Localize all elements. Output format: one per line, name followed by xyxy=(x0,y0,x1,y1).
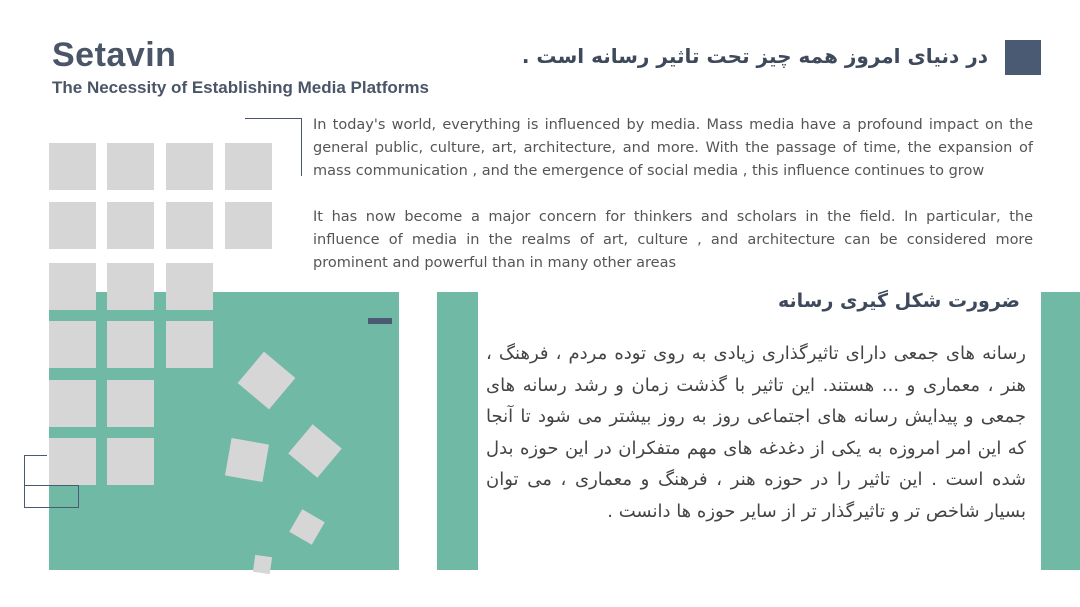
persian-section-body: رسانه های جمعی دارای تاثیرگذاری زیادی به روی توده مردم ، فرهنگ ، هنر ، معماری و ... هستند. این تاثیر با گذشت زمان و رشد رسانه های جمعی و پیدایش رسانه های اجتماعی روز به روز بیشتر می شود تا آنجا که این امر امروزه به یکی از دغدغه های مهم متفکران در این حوزه بدل شده است . این تاثیر را در حوزه هنر ، فرهنگ و معماری ، می توان بسیار شاخص تر و تاثیرگذار تر از سایر حوزه ها دانست . xyxy=(486,343,1026,522)
grid-tile xyxy=(49,380,96,427)
grid-tile xyxy=(49,143,96,190)
grid-tile xyxy=(49,202,96,249)
heading-square-marker xyxy=(1005,40,1041,75)
grid-tile xyxy=(107,380,154,427)
persian-section-heading: ضرورت شکل گیری رسانه xyxy=(777,290,1020,312)
grid-tile xyxy=(107,202,154,249)
grid-tile xyxy=(166,202,213,249)
grid-tile xyxy=(107,438,154,485)
green-strip-right xyxy=(1041,292,1080,570)
grid-tile xyxy=(49,321,96,368)
grid-tile xyxy=(49,263,96,310)
grid-tile xyxy=(225,202,272,249)
brand-title: Setavin xyxy=(52,36,177,74)
grid-tile xyxy=(49,438,96,485)
bracket-line-horizontal xyxy=(245,118,302,119)
scattered-tile xyxy=(225,438,269,482)
grid-tile xyxy=(166,263,213,310)
grid-tile xyxy=(225,143,272,190)
grid-tile xyxy=(166,143,213,190)
green-panel-left xyxy=(49,292,399,570)
persian-heading: در دنیای امروز همه چیز تحت تاثیر رسانه است . xyxy=(521,44,988,68)
grid-tile xyxy=(107,263,154,310)
intro-paragraph-2: It has now become a major concern for thinkers and scholars in the field. In particular, the influence of media in the realms of art, culture , and architecture can be considered more prominent and powerful than in many other areas xyxy=(313,209,1033,271)
grid-tile xyxy=(107,321,154,368)
bracket-line-vertical xyxy=(301,118,302,176)
grid-tile xyxy=(107,143,154,190)
grid-tile xyxy=(166,321,213,368)
scattered-tile xyxy=(253,555,272,574)
navy-dash-marker xyxy=(368,318,392,324)
outline-box-decoration xyxy=(24,485,79,508)
page-subtitle: The Necessity of Establishing Media Platforms xyxy=(52,78,429,97)
green-strip-middle xyxy=(437,292,478,570)
intro-paragraph-1: In today's world, everything is influenced by media. Mass media have a profound impact on the general public, culture, art, architecture, and more. With the passage of time, the expansion of mass communication , and the emergence of social media , this influence continues to grow xyxy=(313,117,1033,179)
